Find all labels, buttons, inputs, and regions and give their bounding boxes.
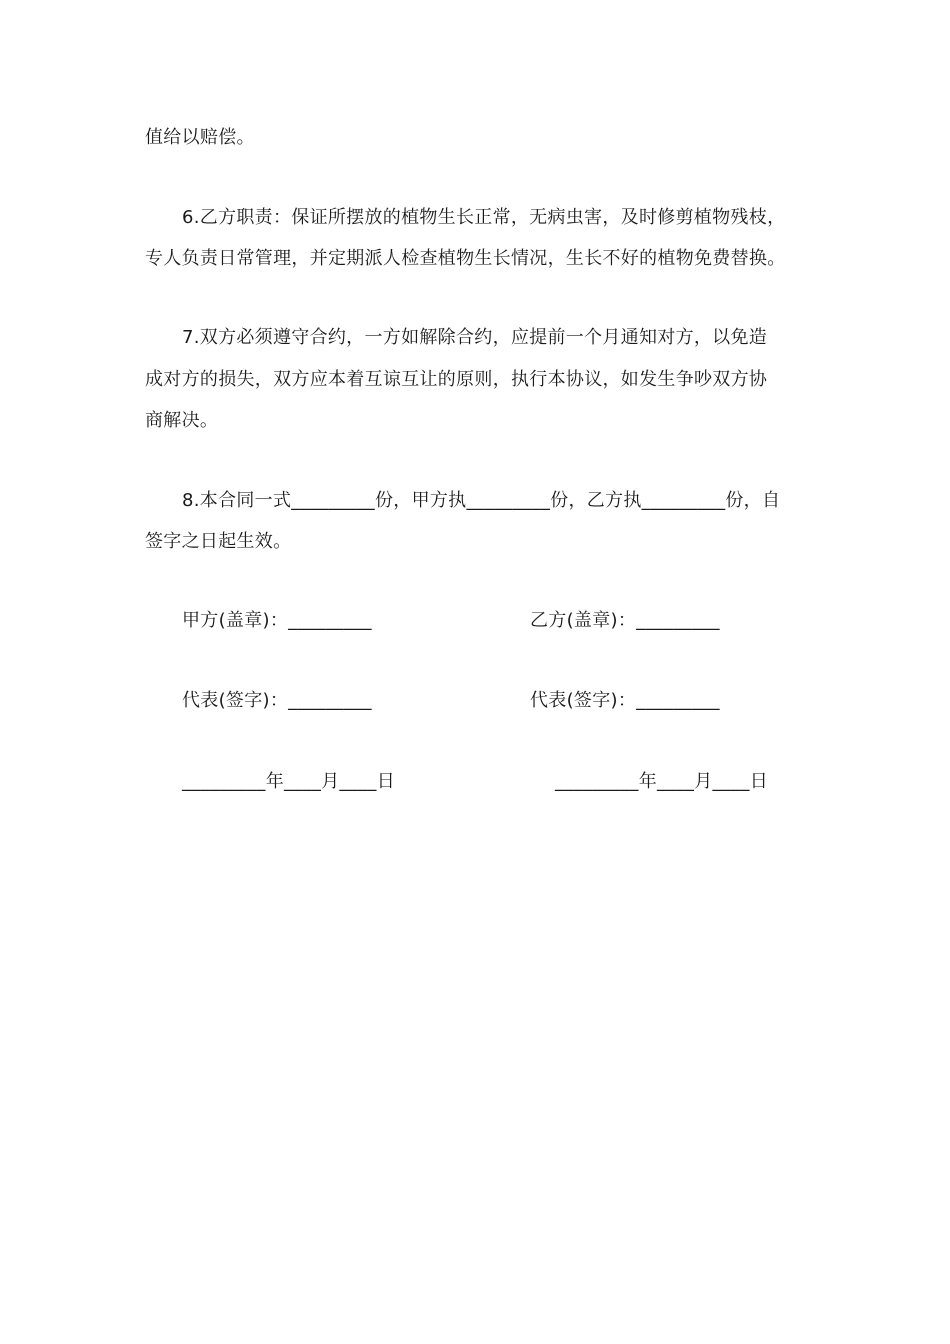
party-a-date: _________年____月____日	[182, 771, 395, 792]
paragraph-8-line-2: 签字之日起生效。	[145, 531, 292, 552]
paragraph-7-line-1: 7.双方必须遵守合约，一方如解除合约，应提前一个月通知对方，以免造	[182, 327, 768, 348]
party-b-seal: 乙方(盖章)：_________	[530, 610, 720, 631]
paragraph-5-tail: 值给以赔偿。	[145, 127, 255, 148]
party-a-seal: 甲方(盖章)：_________	[182, 610, 372, 631]
paragraph-6-line-1: 6.乙方职责：保证所摆放的植物生长正常，无病虫害，及时修剪植物残枝，	[182, 207, 786, 228]
party-b-representative: 代表(签字)：_________	[530, 690, 720, 711]
party-a-representative: 代表(签字)：_________	[182, 690, 372, 711]
party-b-date: _________年____月____日	[555, 771, 768, 792]
paragraph-8-line-1: 8.本合同一式_________份，甲方执_________份，乙方执_________份，自	[182, 490, 781, 511]
paragraph-6-line-2: 专人负责日常管理，并定期派人检查植物生长情况，生长不好的植物免费替换。	[145, 248, 786, 269]
paragraph-7-line-2: 成对方的损失，双方应本着互谅互让的原则，执行本协议，如发生争吵双方协	[145, 369, 768, 390]
paragraph-7-line-3: 商解决。	[145, 410, 219, 431]
